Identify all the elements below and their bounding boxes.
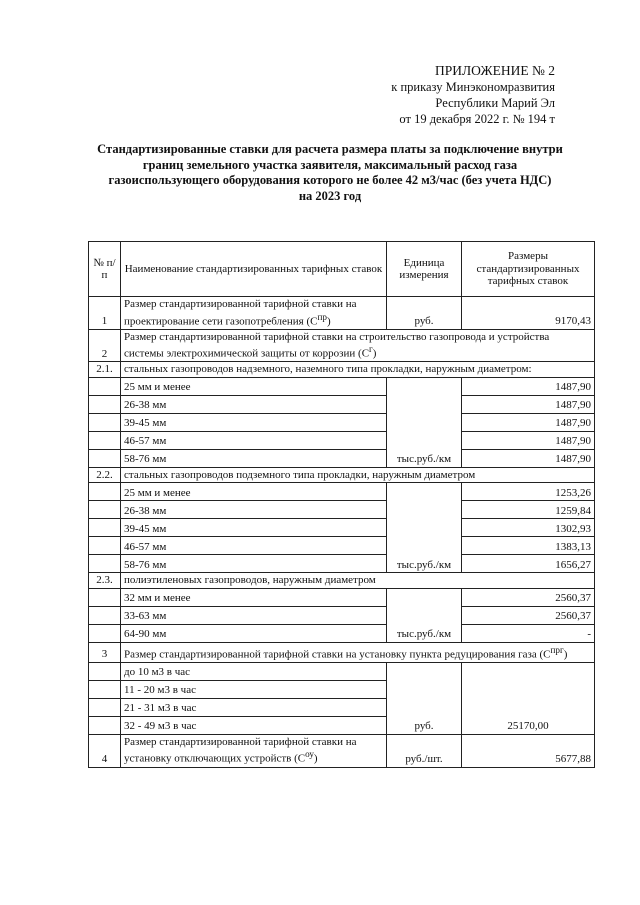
row-name-sup: г: [369, 344, 373, 355]
table-row: [89, 467, 595, 483]
table-row: [89, 395, 595, 413]
row-num: 2.3.: [89, 573, 121, 589]
appendix-block: [391, 63, 555, 127]
table-row: [89, 624, 595, 642]
row-num-empty: [89, 449, 121, 467]
row-value: -: [462, 624, 595, 642]
table-row: [89, 606, 595, 624]
table-row: [89, 449, 595, 467]
header-size: Размеры стандартизированных тарифных ставок: [462, 242, 595, 297]
row-name-tail: ): [372, 347, 377, 360]
table-row: [89, 662, 595, 680]
row-name: [121, 734, 387, 767]
row-label: 46-57 мм: [121, 537, 387, 555]
row-value: 9170,43: [462, 297, 595, 330]
row-num-empty: [89, 413, 121, 431]
row-value: 1253,26: [462, 483, 595, 501]
table-row: [89, 642, 595, 662]
row-label: до 10 м3 в час: [121, 662, 387, 680]
row-name-text: Размер стандартизированной тарифной ставки на строительство газопровода и устройства системы электрохимической защиты от коррозии (С: [124, 330, 550, 360]
header-num: № п/п: [89, 242, 121, 297]
row-value: 1487,90: [462, 449, 595, 467]
row-label: 33-63 мм: [121, 606, 387, 624]
row-value: 5677,88: [462, 734, 595, 767]
row-num-empty: [89, 606, 121, 624]
row-name-tail: ): [313, 753, 318, 766]
row-label: 39-45 мм: [121, 519, 387, 537]
row-name: [121, 297, 387, 330]
row-name-tail: ): [326, 315, 331, 328]
row-num-empty: [89, 555, 121, 573]
row-label: 58-76 мм: [121, 449, 387, 467]
row-num-empty: [89, 483, 121, 501]
row-name-text: Размер стандартизированной тарифной ставки на установку отключающих устройств (С: [124, 735, 357, 766]
row-value: 1259,84: [462, 501, 595, 519]
row-value: 1487,90: [462, 413, 595, 431]
row-num-empty: [89, 588, 121, 606]
row-value: 1383,13: [462, 537, 595, 555]
row-label: 21 - 31 м3 в час: [121, 698, 387, 716]
row-num-empty: [89, 377, 121, 395]
row-value: 1487,90: [462, 431, 595, 449]
row-value: 1487,90: [462, 377, 595, 395]
row-name-text: Размер стандартизированной тарифной ставки на установку пункта редуцирования газа (С: [124, 648, 551, 661]
row-label: 58-76 мм: [121, 555, 387, 573]
row-name: стальных газопроводов надземного, наземного типа прокладки, наружным диаметром:: [121, 362, 595, 378]
row-label: 26-38 мм: [121, 395, 387, 413]
appendix-republic: Республики Марий Эл: [435, 96, 555, 110]
row-value: 1487,90: [462, 395, 595, 413]
row-label: 39-45 мм: [121, 413, 387, 431]
row-num: 2: [89, 329, 121, 362]
title-line: Стандартизированные ставки для расчета размера платы за подключение внутри: [97, 142, 563, 156]
table-row: [89, 483, 595, 501]
row-name-sup: пр: [317, 311, 327, 322]
row-label: 46-57 мм: [121, 431, 387, 449]
row-label: 11 - 20 м3 в час: [121, 680, 387, 698]
row-unit: тыс.руб./км: [387, 483, 462, 573]
row-name-tail: ): [563, 648, 568, 661]
row-num-empty: [89, 431, 121, 449]
table-row: [89, 329, 595, 362]
table-row: [89, 519, 595, 537]
table-row: [89, 362, 595, 378]
row-num-empty: [89, 662, 121, 680]
table-row: [89, 537, 595, 555]
row-num: 3: [89, 642, 121, 662]
row-num-empty: [89, 698, 121, 716]
row-num-empty: [89, 537, 121, 555]
row-name: стальных газопроводов подземного типа прокладки, наружным диаметром: [121, 467, 595, 483]
row-value: 2560,37: [462, 606, 595, 624]
row-num-empty: [89, 680, 121, 698]
header-name: Наименование стандартизированных тарифных ставок: [121, 242, 387, 297]
rates-table: [88, 241, 595, 768]
row-label: 25 мм и менее: [121, 483, 387, 501]
header-unit: Единица измерения: [387, 242, 462, 297]
row-label: 25 мм и менее: [121, 377, 387, 395]
table-row: [89, 377, 595, 395]
row-num-empty: [89, 624, 121, 642]
table-row: [89, 573, 595, 589]
row-num: 1: [89, 297, 121, 330]
row-name: [121, 329, 595, 362]
row-num: 4: [89, 734, 121, 767]
row-value: 1302,93: [462, 519, 595, 537]
row-label: 26-38 мм: [121, 501, 387, 519]
table-row: [89, 501, 595, 519]
row-name: полиэтиленовых газопроводов, наружным диаметром: [121, 573, 595, 589]
row-num-empty: [89, 395, 121, 413]
table-row: [89, 555, 595, 573]
row-num-empty: [89, 501, 121, 519]
table-row: [89, 413, 595, 431]
row-label: 32 - 49 м3 в час: [121, 716, 387, 734]
row-num: 2.1.: [89, 362, 121, 378]
document-title: [80, 142, 580, 204]
row-unit: руб.: [387, 297, 462, 330]
row-name: [121, 642, 595, 662]
row-label: 32 мм и менее: [121, 588, 387, 606]
appendix-order: к приказу Минэкономразвития: [391, 80, 555, 94]
row-name-sup: прг: [550, 644, 564, 655]
table-header-row: [89, 242, 595, 297]
table-row: [89, 431, 595, 449]
title-line: границ земельного участка заявителя, максимальный расход газа: [142, 157, 518, 172]
title-line: на 2023 год: [298, 188, 362, 203]
appendix-title: ПРИЛОЖЕНИЕ № 2: [434, 63, 555, 78]
row-name-sup: оу: [305, 749, 314, 760]
row-value: 25170,00: [462, 662, 595, 734]
title-line: газоиспользующего оборудования которого не более 42 м3/час (без учета НДС): [108, 173, 552, 187]
table-row: [89, 588, 595, 606]
row-unit: тыс.руб./км: [387, 377, 462, 467]
row-unit: руб./шт.: [387, 734, 462, 767]
row-name-text: Размер стандартизированной тарифной ставки на проектирование сети газопотребления (С: [124, 298, 357, 328]
row-label: 64-90 мм: [121, 624, 387, 642]
row-num-empty: [89, 519, 121, 537]
table-row: [89, 734, 595, 767]
row-unit: руб.: [387, 662, 462, 734]
row-num-empty: [89, 716, 121, 734]
row-value: 2560,37: [462, 588, 595, 606]
appendix-date: от 19 декабря 2022 г. № 194 т: [399, 112, 555, 126]
table-row: [89, 297, 595, 330]
row-num: 2.2.: [89, 467, 121, 483]
row-unit: тыс.руб./км: [387, 588, 462, 642]
row-value: 1656,27: [462, 555, 595, 573]
